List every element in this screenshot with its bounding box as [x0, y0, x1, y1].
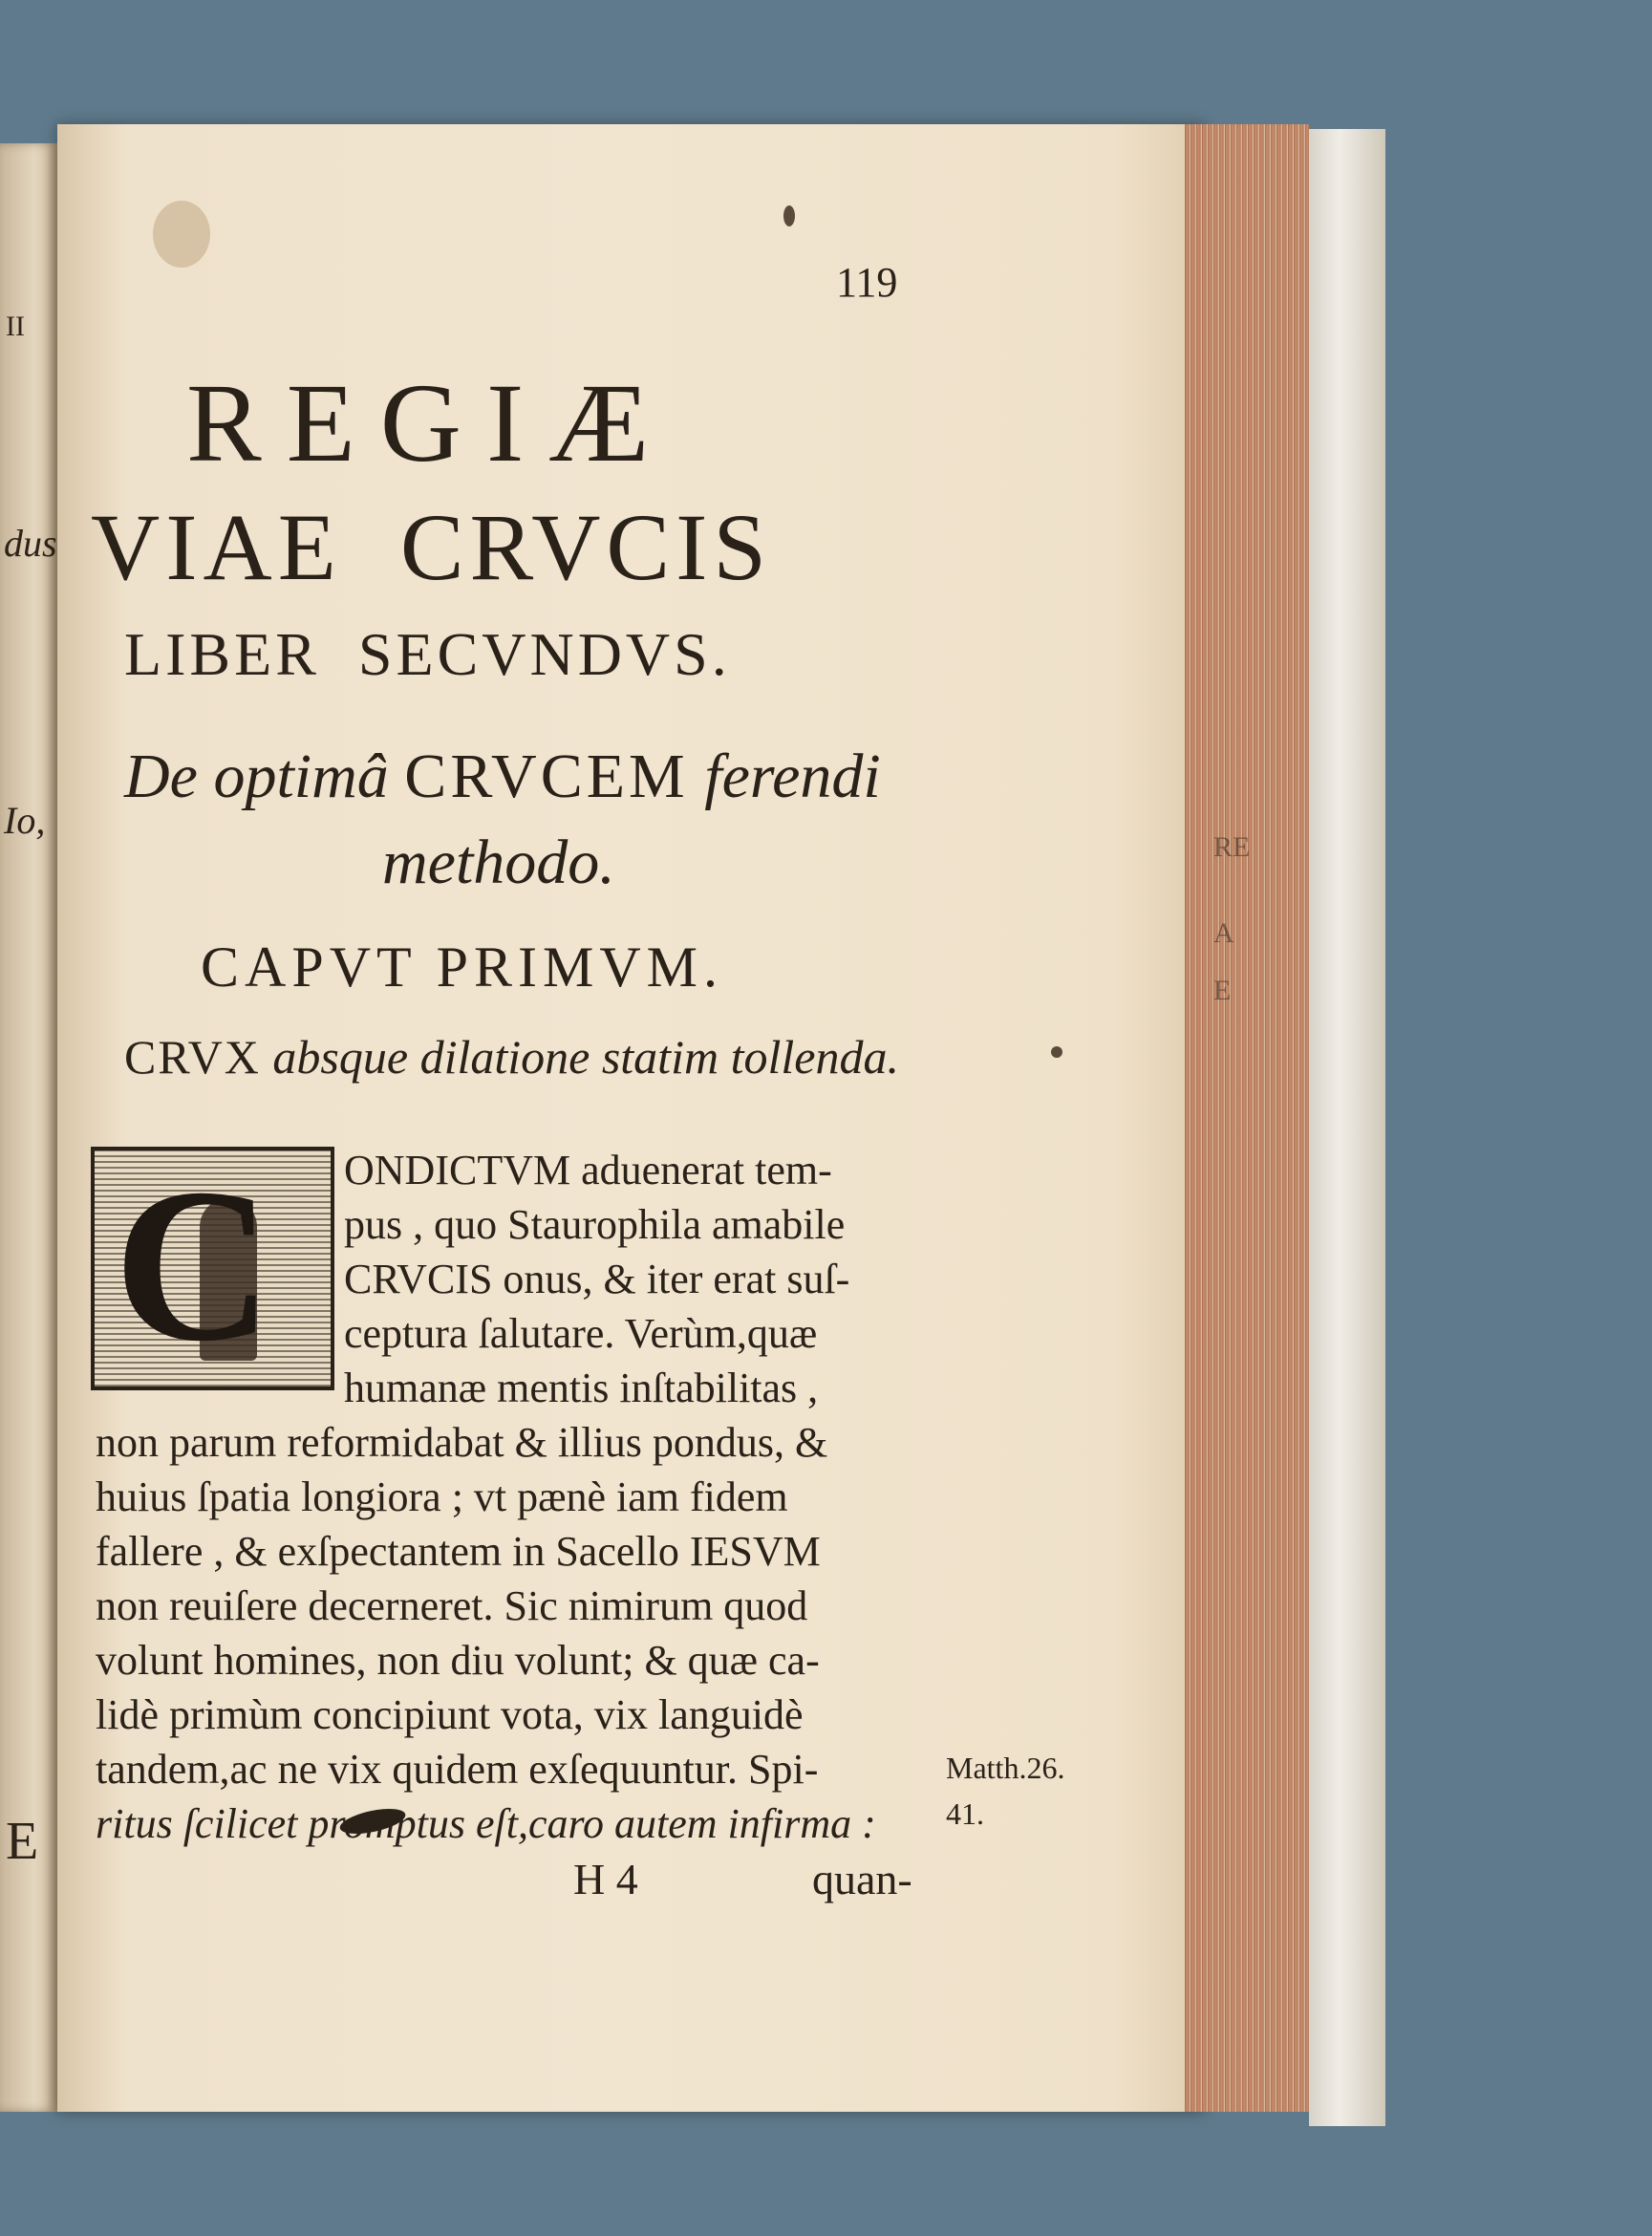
body-line: volunt homines, non diu volunt; & quæ ca-	[96, 1637, 820, 1684]
body-line: humanæ mentis inſtabilitas ,	[344, 1365, 819, 1411]
margin-note: 41.	[946, 1796, 984, 1831]
initial-letter: C	[114, 1143, 273, 1387]
body-line: pus , quo Staurophila amabile	[344, 1201, 846, 1248]
body-line: non parum reformidabat & illius pondus, &	[96, 1419, 828, 1466]
edge-note: E	[1213, 975, 1232, 1006]
page-edges	[1185, 124, 1309, 2112]
chapter-heading: CAPVT PRIMVM.	[201, 935, 724, 999]
facing-page-edge	[0, 143, 57, 2112]
catchword: quan-	[812, 1855, 912, 1903]
book-title-line1: REGIÆ	[186, 360, 675, 485]
body-line: lidè primùm concipiunt vota, vix languidè	[96, 1691, 804, 1738]
stain	[153, 201, 210, 268]
body-line: ceptura ſalutare. Verùm,quæ	[344, 1310, 818, 1357]
summary-part: absque dilatione statim tollenda.	[272, 1030, 899, 1084]
facing-page-fragment: E	[6, 1812, 39, 1871]
facing-page-fragment: II	[6, 311, 25, 342]
body-line: ONDICTVM aduenerat tem-	[344, 1147, 832, 1193]
subtitle-part: ferendi	[704, 742, 881, 811]
body-line: huius ſpatia longiora ; vt pænè iam fidem	[96, 1473, 788, 1520]
signature-mark: H 4	[573, 1855, 638, 1903]
book-title-line3: LIBER SECVNDVS.	[124, 620, 731, 688]
woodcut-initial	[91, 1143, 334, 1390]
subtitle-part: De optimâ	[124, 742, 389, 811]
worm-hole	[783, 205, 795, 226]
facing-page-fragment: Io,	[4, 799, 46, 842]
summary-part: CRVX	[124, 1030, 261, 1084]
margin-note: Matth.26.	[946, 1751, 1065, 1785]
chapter-summary	[124, 1029, 899, 1085]
book-cover-edge	[1309, 129, 1385, 2126]
subtitle	[124, 741, 881, 813]
edge-note: RE	[1213, 831, 1251, 863]
facing-page-fragment: dus	[4, 522, 57, 565]
edge-note: A	[1213, 917, 1234, 949]
subtitle-part: CRVCEM	[404, 742, 689, 811]
body-line: tandem,ac ne vix quidem exſequuntur. Spi-	[96, 1746, 819, 1793]
book-title-line2: VIAE CRVCIS	[91, 494, 773, 600]
body-line: ritus ſcilicet promptus eſt,caro autem infirma :	[96, 1800, 876, 1847]
body-line: non reuiſere decerneret. Sic nimirum quod	[96, 1582, 808, 1629]
worm-hole	[1051, 1046, 1062, 1058]
body-line: CRVCIS onus, & iter erat suſ-	[344, 1256, 850, 1302]
page-number: 119	[836, 259, 898, 306]
subtitle-line2: methodo.	[382, 828, 615, 897]
body-line: fallere , & exſpectantem in Sacello IESVM	[96, 1528, 821, 1575]
